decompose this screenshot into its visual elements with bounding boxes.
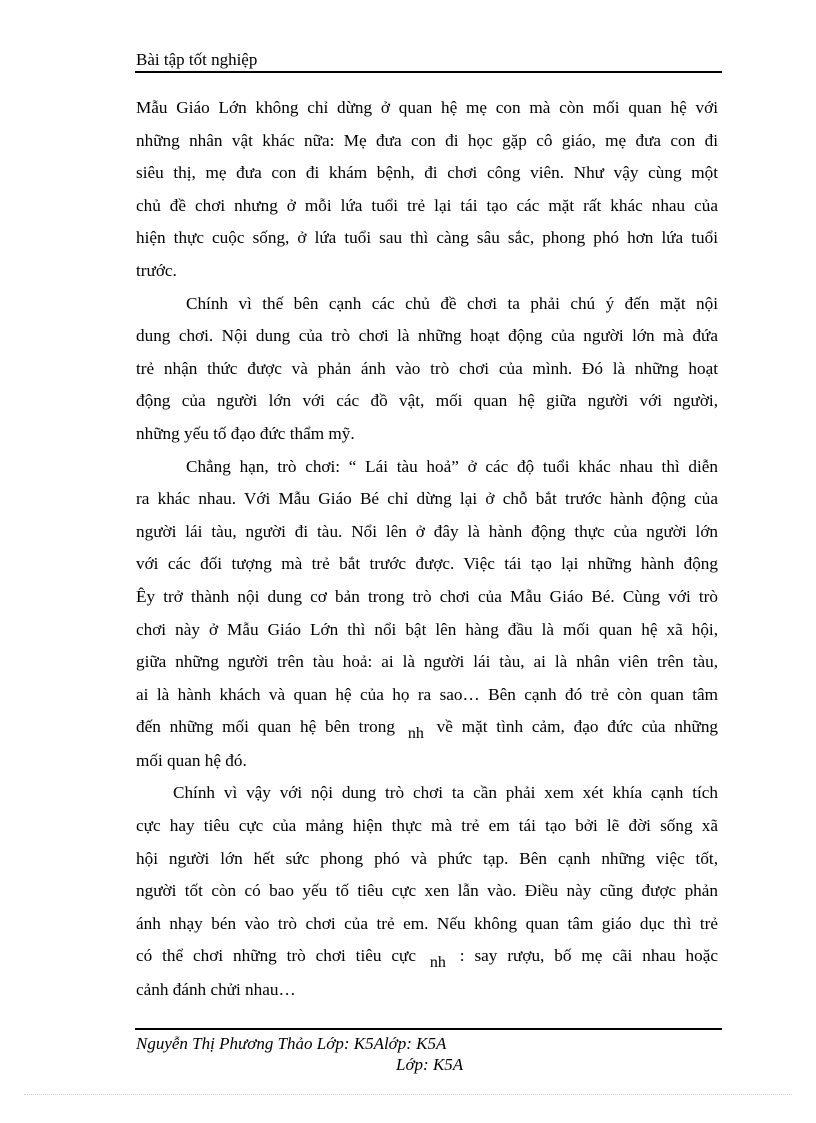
- text-line: hội người lớn hết sức phong phó và phức tạp. Bên cạnh những việc tốt,: [136, 848, 718, 868]
- text-line: mối quan hệ đó.: [136, 750, 247, 770]
- text-line: Mẫu Giáo Lớn không chỉ dừng ở quan hệ mẹ con mà còn mối quan hệ với: [136, 98, 718, 117]
- line-text-after: : say rượu, bố mẹ cãi nhau hoặc: [459, 946, 718, 966]
- text-line: ra khác nhau. Với Mẫu Giáo Bé chỉ dừng lại ở chỗ bắt trước hành động của: [136, 489, 718, 509]
- line-text-before: đến những mối quan hệ bên trong: [136, 717, 395, 737]
- text-line: Chính vì thế bên cạnh các chủ đề chơi ta phải chú ý đến mặt nội: [186, 293, 718, 313]
- page-bottom-dotted-border: [24, 1094, 792, 1095]
- text-line: chủ đề chơi nhưng ở mỗi lứa tuổi trẻ lại tái tạo các mặt rất khác nhau của: [136, 195, 718, 215]
- header-title: Bài tập tốt nghiệp: [136, 50, 258, 69]
- text-line: trẻ nhận thức được và phản ánh vào trò chơi của mình. Đó là những hoạt: [136, 358, 718, 378]
- text-line: cực hay tiêu cực của mảng hiện thực mà trẻ em tái tạo bởi lẽ đời sống xã: [136, 816, 718, 836]
- paragraph-4: [136, 777, 718, 1006]
- line-text-before: có thể chơi những trò chơi tiêu cực: [136, 946, 416, 966]
- text-line: siêu thị, mẹ đưa con đi khám bệnh, đi chơi công viên. Như vậy cùng một: [136, 163, 718, 183]
- text-line: Êy trở thành nội dung cơ bản trong trò chơi của Mẫu Giáo Bé. Cùng với trò: [136, 586, 718, 606]
- text-line: giữa những người trên tàu hoả: ai là người lái tàu, ai là nhân viên trên tàu,: [136, 652, 718, 672]
- text-line: cảnh đánh chửi nhau…: [136, 980, 296, 1000]
- body-text: [136, 92, 718, 1007]
- text-line: người tốt còn có bao yếu tố tiêu cực xen lẫn vào. Điều này cũng được phản: [136, 881, 718, 901]
- text-line: những nhân vật khác nữa: Mẹ đưa con đi học gặp cô giáo, mẹ đưa con đi: [136, 130, 718, 150]
- text-line: những yếu tố đạo đức thẩm mỹ.: [136, 423, 355, 443]
- text-line: với các đối tượng mà trẻ bắt trước được. Việc tái tạo lại những hành động: [136, 554, 718, 574]
- header-rule: [135, 71, 722, 73]
- paragraph-1: [136, 92, 718, 288]
- text-line: chơi này ở Mẫu Giáo Lớn thì nổi bật lên hàng đầu là mối quan hệ xã hội,: [136, 619, 718, 639]
- text-line: Chẳng hạn, trò chơi: “ Lái tàu hoả” ở các độ tuổi khác nhau thì diễn: [186, 456, 718, 476]
- subscript-fragment: nh: [407, 725, 424, 743]
- paragraph-2: [136, 288, 718, 451]
- text-line: dung chơi. Nội dung của trò chơi là những hoạt động của người lớn mà đứa: [136, 326, 718, 346]
- text-line: người lái tàu, người đi tàu. Nổi lên ở đây là hành động thực của người lớn: [136, 521, 718, 541]
- text-line: ánh nhạy bén vào trò chơi của trẻ em. Nếu không quan tâm giáo dục thì trẻ: [136, 913, 718, 933]
- text-line-with-subscript: [136, 711, 718, 745]
- text-line: Chính vì vậy với nội dung trò chơi ta cần phải xem xét khía cạnh tích: [173, 783, 718, 803]
- text-line-with-subscript: [136, 940, 718, 974]
- text-line: động của người lớn với các đồ vật, mối quan hệ giữa người với người,: [136, 391, 718, 411]
- footer-class: Lớp: K5A: [396, 1055, 464, 1074]
- line-text-after: về mặt tình cảm, đạo đức của những: [436, 717, 719, 737]
- subscript-fragment: nh: [429, 954, 446, 972]
- footer-author-class: Nguyễn Thị Phương Thảo Lớp: K5Alớp: K5A: [136, 1034, 447, 1053]
- text-line: trước.: [136, 260, 177, 280]
- text-line: ai là hành khách và quan hệ của họ ra sao… Bên cạnh đó trẻ còn quan tâm: [136, 684, 718, 704]
- text-line: hiện thực cuộc sống, ở lứa tuổi sau thì càng sâu sắc, phong phó hơn lứa tuổi: [136, 228, 718, 248]
- footer-rule: [135, 1028, 722, 1030]
- paragraph-3: [136, 451, 718, 778]
